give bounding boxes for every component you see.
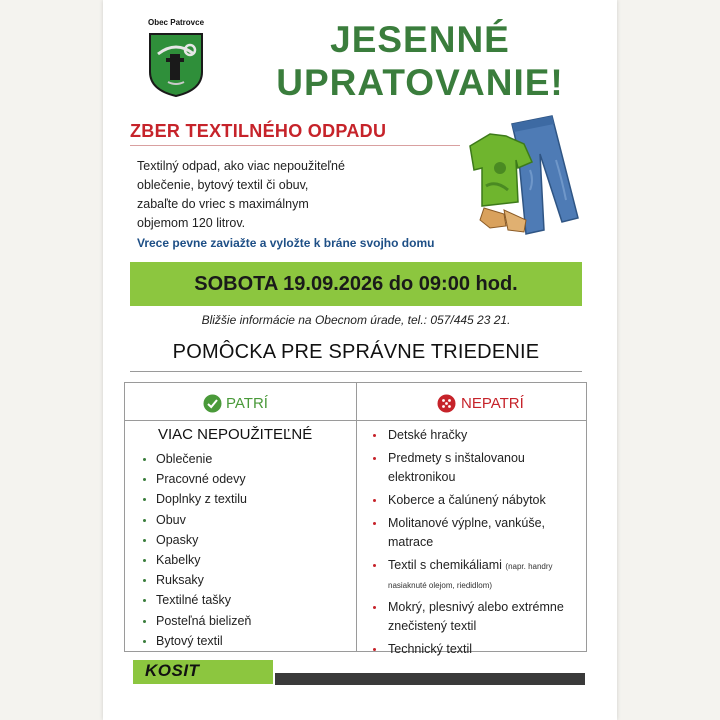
- table-column-divider: [356, 382, 357, 651]
- list-item: Textilné tašky: [141, 593, 346, 613]
- subtitle-rule: [130, 145, 460, 146]
- list-item: [370, 491, 580, 510]
- footer-bar: [275, 673, 585, 685]
- list-item: Oblečenie: [141, 452, 346, 472]
- not-belongs-list: [370, 426, 580, 663]
- guide-rule: [130, 371, 582, 372]
- list-item: Opasky: [141, 533, 346, 553]
- brand-logo-text: KOSIT: [145, 661, 200, 680]
- intro-text: [137, 157, 397, 233]
- instruction-note: Vrece pevne zaviažte a vyložte k bráne svojho domu: [137, 236, 435, 250]
- list-item-text: Predmety s inštalovanou elektronikou: [388, 451, 525, 484]
- list-item-text: Mokrý, plesnivý alebo extrémne znečistený textil: [388, 600, 564, 633]
- sorting-guide-title: POMÔCKA PRE SPRÁVNE TRIEDENIE: [172, 341, 540, 363]
- intro-line: zabaľte do vriec s maximálnym: [137, 197, 309, 211]
- not-belongs-header: [461, 395, 524, 412]
- list-item: [370, 598, 580, 636]
- list-item: Kabelky: [141, 553, 346, 573]
- clothes-illustration: [460, 110, 580, 250]
- village-name: Obec Patrovce: [148, 18, 205, 27]
- list-item-text: Technický textil: [388, 642, 473, 656]
- not-belongs-label: NEPATRÍ: [461, 395, 524, 412]
- list-item-text: Koberce a čalúnený nábytok: [388, 493, 546, 507]
- intro-line: Textilný odpad, ako viac nepoužiteľné: [137, 159, 345, 173]
- list-item-text: Detské hračky: [388, 428, 468, 442]
- list-item: Pracovné odevy: [141, 472, 346, 492]
- list-item: [370, 514, 580, 552]
- collection-date: SOBOTA 19.09.2026 do 09:00 hod.: [194, 273, 518, 295]
- belongs-header: [226, 395, 268, 412]
- list-item: Obuv: [141, 513, 346, 533]
- intro-line: objemom 120 litrov.: [137, 216, 246, 230]
- list-item: [370, 556, 580, 594]
- intro-line: oblečenie, bytový textil či obuv,: [137, 178, 309, 192]
- title-line-1: JESENNÉ: [330, 19, 510, 60]
- list-item: [370, 449, 580, 487]
- check-circle-icon: [203, 394, 222, 413]
- list-item: [370, 426, 580, 445]
- belongs-label: PATRÍ: [226, 395, 268, 412]
- list-item: Doplnky z textilu: [141, 492, 346, 512]
- cross-circle-icon: [437, 394, 456, 413]
- contact-info: Bližšie informácie na Obecnom úrade, tel.: 057/445 23 21.: [201, 313, 511, 327]
- subtitle: ZBER TEXTILNÉHO ODPADU: [130, 121, 387, 141]
- belongs-list: [141, 452, 346, 654]
- list-item: Posteľná bielizeň: [141, 614, 346, 634]
- list-item-text: Textil s chemikáliami: [388, 558, 502, 572]
- list-item: Ruksaky: [141, 573, 346, 593]
- list-item-note: (napr. handry nasiaknuté olejom, riedidlom): [388, 562, 553, 590]
- list-item-text: Molitanové výplne, vankúše, matrace: [388, 516, 546, 549]
- list-item: [370, 640, 580, 659]
- title-line-2: UPRATOVANIE!: [276, 62, 564, 103]
- belongs-group-title: VIAC NEPOUŽITEĽNÉ: [158, 426, 313, 443]
- table-header-divider: [124, 420, 586, 421]
- list-item: Bytový textil: [141, 634, 346, 654]
- village-crest-icon: [148, 32, 204, 98]
